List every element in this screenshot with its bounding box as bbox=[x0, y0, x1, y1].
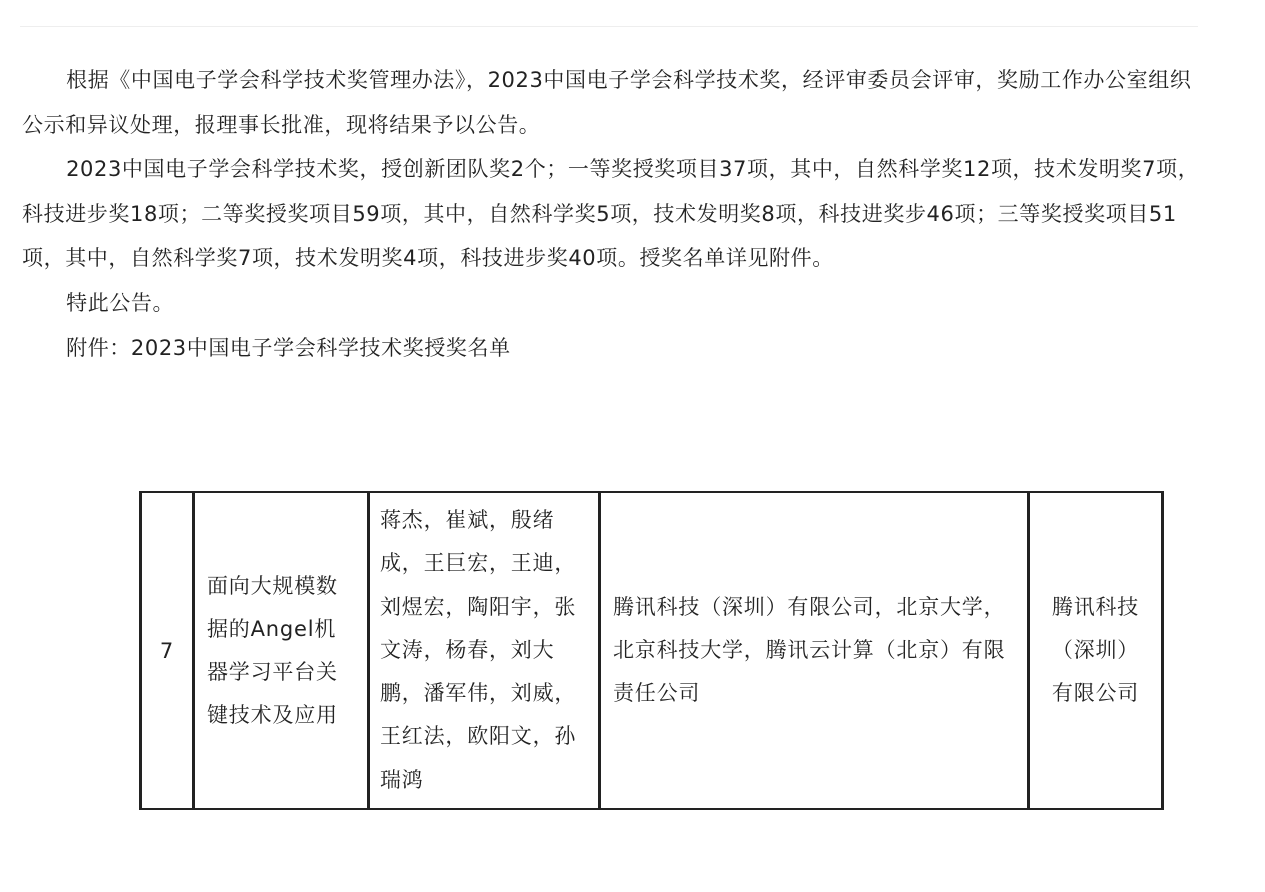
lead-unit: 腾讯科技（深圳）有限公司 bbox=[1051, 595, 1140, 706]
table-row bbox=[141, 492, 1163, 809]
row-number: 7 bbox=[159, 638, 175, 663]
team-members-cell bbox=[369, 492, 600, 809]
paragraph-summary: 2023中国电子学会科学技术奖，授创新团队奖2个；一等奖授奖项目37项，其中，自然科学奖12项，技术发明奖7项，科技进步奖18项；二等奖授奖项目59项，其中，自然科学奖5项，技术发明奖8项，科技进奖步46项；三等奖授奖项目51项，其中，自然科学奖7项，技术发明奖4项，科技进步奖40项。授奖名单详见附件。 bbox=[22, 157, 1200, 271]
project-name-cell bbox=[194, 492, 369, 809]
organizations: 腾讯科技（深圳）有限公司，北京大学，北京科技大学，腾讯云计算（北京）有限责任公司 bbox=[613, 595, 1006, 706]
team-members: 蒋杰，崔斌，殷绪成，王巨宏，王迪，刘煜宏，陶阳宇，张文涛，杨春，刘大鹏，潘军伟，刘威，王红法，欧阳文，孙瑞鸿 bbox=[380, 508, 577, 792]
announcement-body bbox=[22, 58, 1200, 370]
top-divider bbox=[20, 26, 1198, 27]
paragraph-intro: 根据《中国电子学会科学技术奖管理办法》，2023中国电子学会科学技术奖，经评审委员会评审，奖励工作办公室组织公示和异议处理，报理事长批准，现将结果予以公告。 bbox=[22, 68, 1192, 137]
paragraph-notice: 特此公告。 bbox=[66, 290, 175, 315]
row-number-cell bbox=[141, 492, 194, 809]
organizations-cell bbox=[600, 492, 1029, 809]
award-list-table bbox=[139, 491, 1164, 810]
project-name: 面向大规模数据的Angel机器学习平台关键技术及应用 bbox=[207, 573, 338, 727]
paragraph-attachment: 附件：2023中国电子学会科学技术奖授奖名单 bbox=[66, 335, 511, 360]
lead-unit-cell bbox=[1029, 492, 1163, 809]
